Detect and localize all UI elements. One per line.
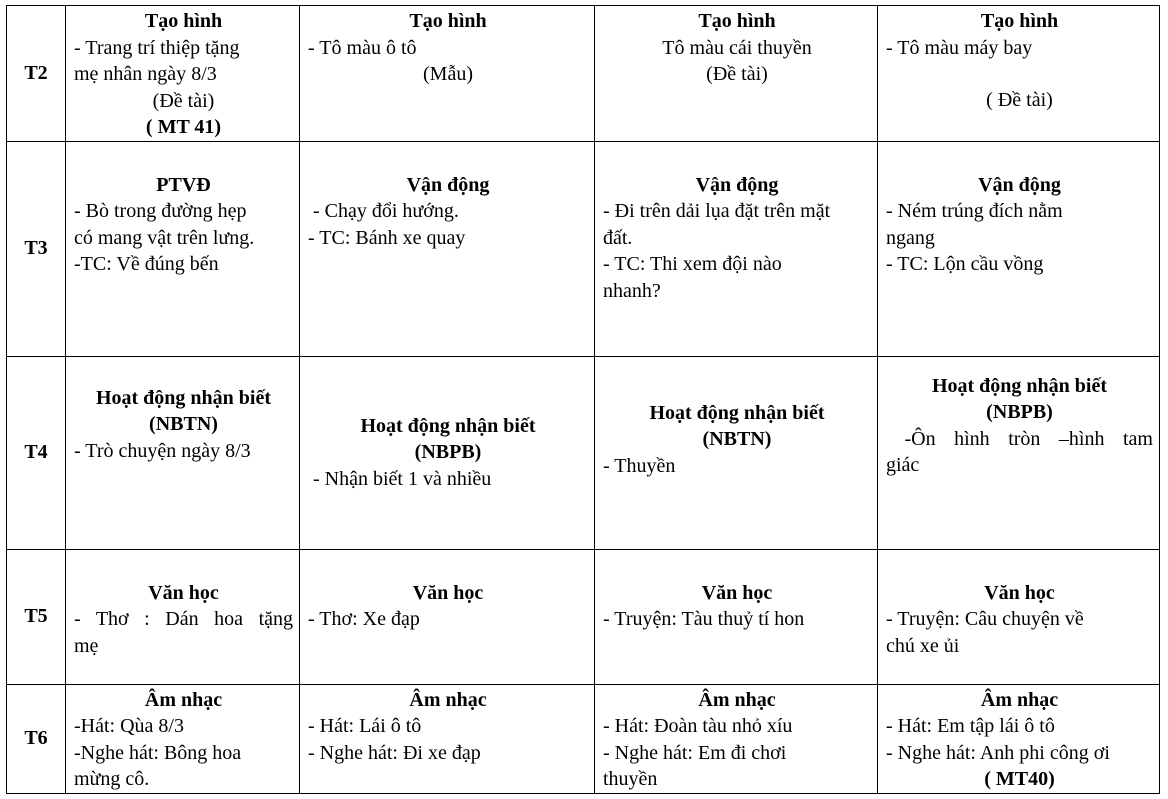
table-row [7, 356, 1160, 549]
activity-title: Âm nhạc [144, 688, 223, 711]
table-row [7, 684, 1160, 793]
activity-line: (Đề tài) [152, 89, 215, 112]
activity-cell [300, 141, 595, 356]
activity-cell [878, 356, 1160, 549]
activity-line: đất. [603, 226, 633, 249]
activity-title: Vận động [406, 173, 490, 196]
activity-subtitle: (NBPB) [414, 441, 482, 463]
activity-line: - TC: Lộn cầu vồng [886, 253, 1044, 275]
activity-cell [66, 6, 300, 142]
activity-title: Văn học [984, 581, 1055, 604]
activity-title: PTVĐ [156, 173, 211, 196]
objective-code: ( MT 41) [145, 116, 222, 138]
activity-line: -TC: Về đúng bến [74, 253, 219, 275]
activity-line: - Tô màu ô tô [308, 36, 417, 59]
activity-cell [878, 6, 1160, 142]
activity-line: (Đề tài) [706, 63, 768, 85]
activity-line: - Trang trí thiệp tặng [74, 36, 240, 59]
activity-cell [66, 356, 300, 549]
objective-code: ( MT40) [984, 768, 1055, 790]
activity-line: có mang vật trên lưng. [74, 226, 255, 249]
activity-line: - Chạy đổi hướng. [308, 200, 459, 222]
activity-line: ( Đề tài) [986, 89, 1053, 111]
activity-line: - TC: Bánh xe quay [308, 226, 466, 249]
activity-cell [300, 6, 595, 142]
activity-title: Vận động [695, 173, 779, 196]
activity-line: - Hát: Lái ô tô [308, 715, 422, 737]
activity-title: Hoạt động nhận biết [931, 374, 1108, 397]
activity-title: Âm nhạc [698, 688, 776, 711]
activity-cell [595, 141, 878, 356]
day-label: T5 [7, 549, 66, 684]
activity-cell [595, 6, 878, 142]
activity-cell [878, 549, 1160, 684]
activity-cell [300, 356, 595, 549]
day-label: T2 [7, 6, 66, 142]
activity-line: mừng cô. [74, 768, 150, 790]
activity-cell [66, 684, 300, 793]
activity-title: Văn học [412, 581, 484, 604]
activity-subtitle: (NBTN) [702, 428, 772, 450]
activity-line: chú xe ủi [886, 634, 960, 657]
activity-line: nhanh? [603, 279, 661, 302]
activity-line: ngang [886, 226, 935, 249]
blank-line [886, 61, 1153, 87]
activity-cell [66, 549, 300, 684]
activity-subtitle: (NBPB) [986, 401, 1053, 423]
activity-line: - Nghe hát: Anh phi công ơi [886, 741, 1110, 764]
activity-line: Tô màu cái thuyền [662, 36, 812, 59]
activity-line: -Hát: Qùa 8/3 [74, 715, 184, 737]
activity-title: Hoạt động nhận biết [360, 414, 536, 437]
day-label: T6 [7, 684, 66, 793]
activity-line: -Nghe hát: Bông hoa [74, 741, 242, 764]
activity-title: Tạo hình [980, 10, 1059, 32]
activity-line: mẹ nhân ngày 8/3 [74, 63, 217, 85]
activity-line: - Truyện: Tàu thuỷ tí hon [603, 608, 805, 630]
activity-line: -Ôn hình tròn –hình tam [886, 427, 1153, 450]
activity-title: Tạo hình [409, 10, 487, 32]
activity-subtitle: (NBTN) [149, 413, 218, 435]
table-row [7, 141, 1160, 356]
activity-line: - Thơ: Xe đạp [308, 608, 420, 630]
activity-cell [300, 549, 595, 684]
table-row [7, 6, 1160, 142]
activity-line: - Thơ : Dán hoa tặng [74, 608, 293, 630]
activity-cell [595, 684, 878, 793]
activity-line: - Hát: Em tập lái ô tô [886, 715, 1055, 737]
day-label: T3 [7, 141, 66, 356]
activity-line: - Đi trên dải lụa đặt trên mặt [603, 200, 831, 222]
activity-title: Văn học [148, 581, 219, 604]
activity-cell [878, 141, 1160, 356]
schedule-page [6, 5, 1159, 794]
activity-line: - Thuyền [603, 454, 676, 477]
activity-title: Tạo hình [144, 10, 223, 32]
activity-line: giác [886, 454, 920, 476]
activity-line: - Tô màu máy bay [886, 36, 1033, 59]
activity-line: (Mẫu) [423, 63, 473, 85]
activity-cell [878, 684, 1160, 793]
activity-cell [66, 141, 300, 356]
activity-line: - Nghe hát: Đi xe đạp [308, 741, 481, 764]
activity-line: - Trò chuyện ngày 8/3 [74, 439, 251, 462]
activity-line: - TC: Thi xem đội nào [603, 253, 782, 275]
activity-line: - Bò trong đường hẹp [74, 200, 247, 222]
activity-cell [595, 356, 878, 549]
activity-title: Hoạt động nhận biết [649, 401, 825, 424]
activity-title: Văn học [701, 581, 773, 604]
activity-title: Hoạt động nhận biết [95, 386, 272, 409]
day-label: T4 [7, 356, 66, 549]
activity-title: Âm nhạc [409, 688, 487, 711]
activity-cell [300, 684, 595, 793]
activity-title: Vận động [978, 173, 1061, 196]
activity-line: - Nghe hát: Em đi chơi [603, 741, 787, 764]
activity-title: Tạo hình [698, 10, 776, 32]
activity-title: Âm nhạc [980, 688, 1059, 711]
table-row [7, 549, 1160, 684]
activity-line: thuyền [603, 768, 658, 790]
activity-line: - Truyện: Câu chuyện về [886, 608, 1084, 630]
activity-line: - Nhận biết 1 và nhiều [308, 467, 492, 490]
activity-cell [595, 549, 878, 684]
weekly-schedule-table [6, 5, 1160, 794]
activity-line: - Ném trúng đích nằm [886, 200, 1063, 222]
activity-line: mẹ [74, 634, 99, 657]
activity-line: - Hát: Đoàn tàu nhỏ xíu [603, 715, 793, 737]
